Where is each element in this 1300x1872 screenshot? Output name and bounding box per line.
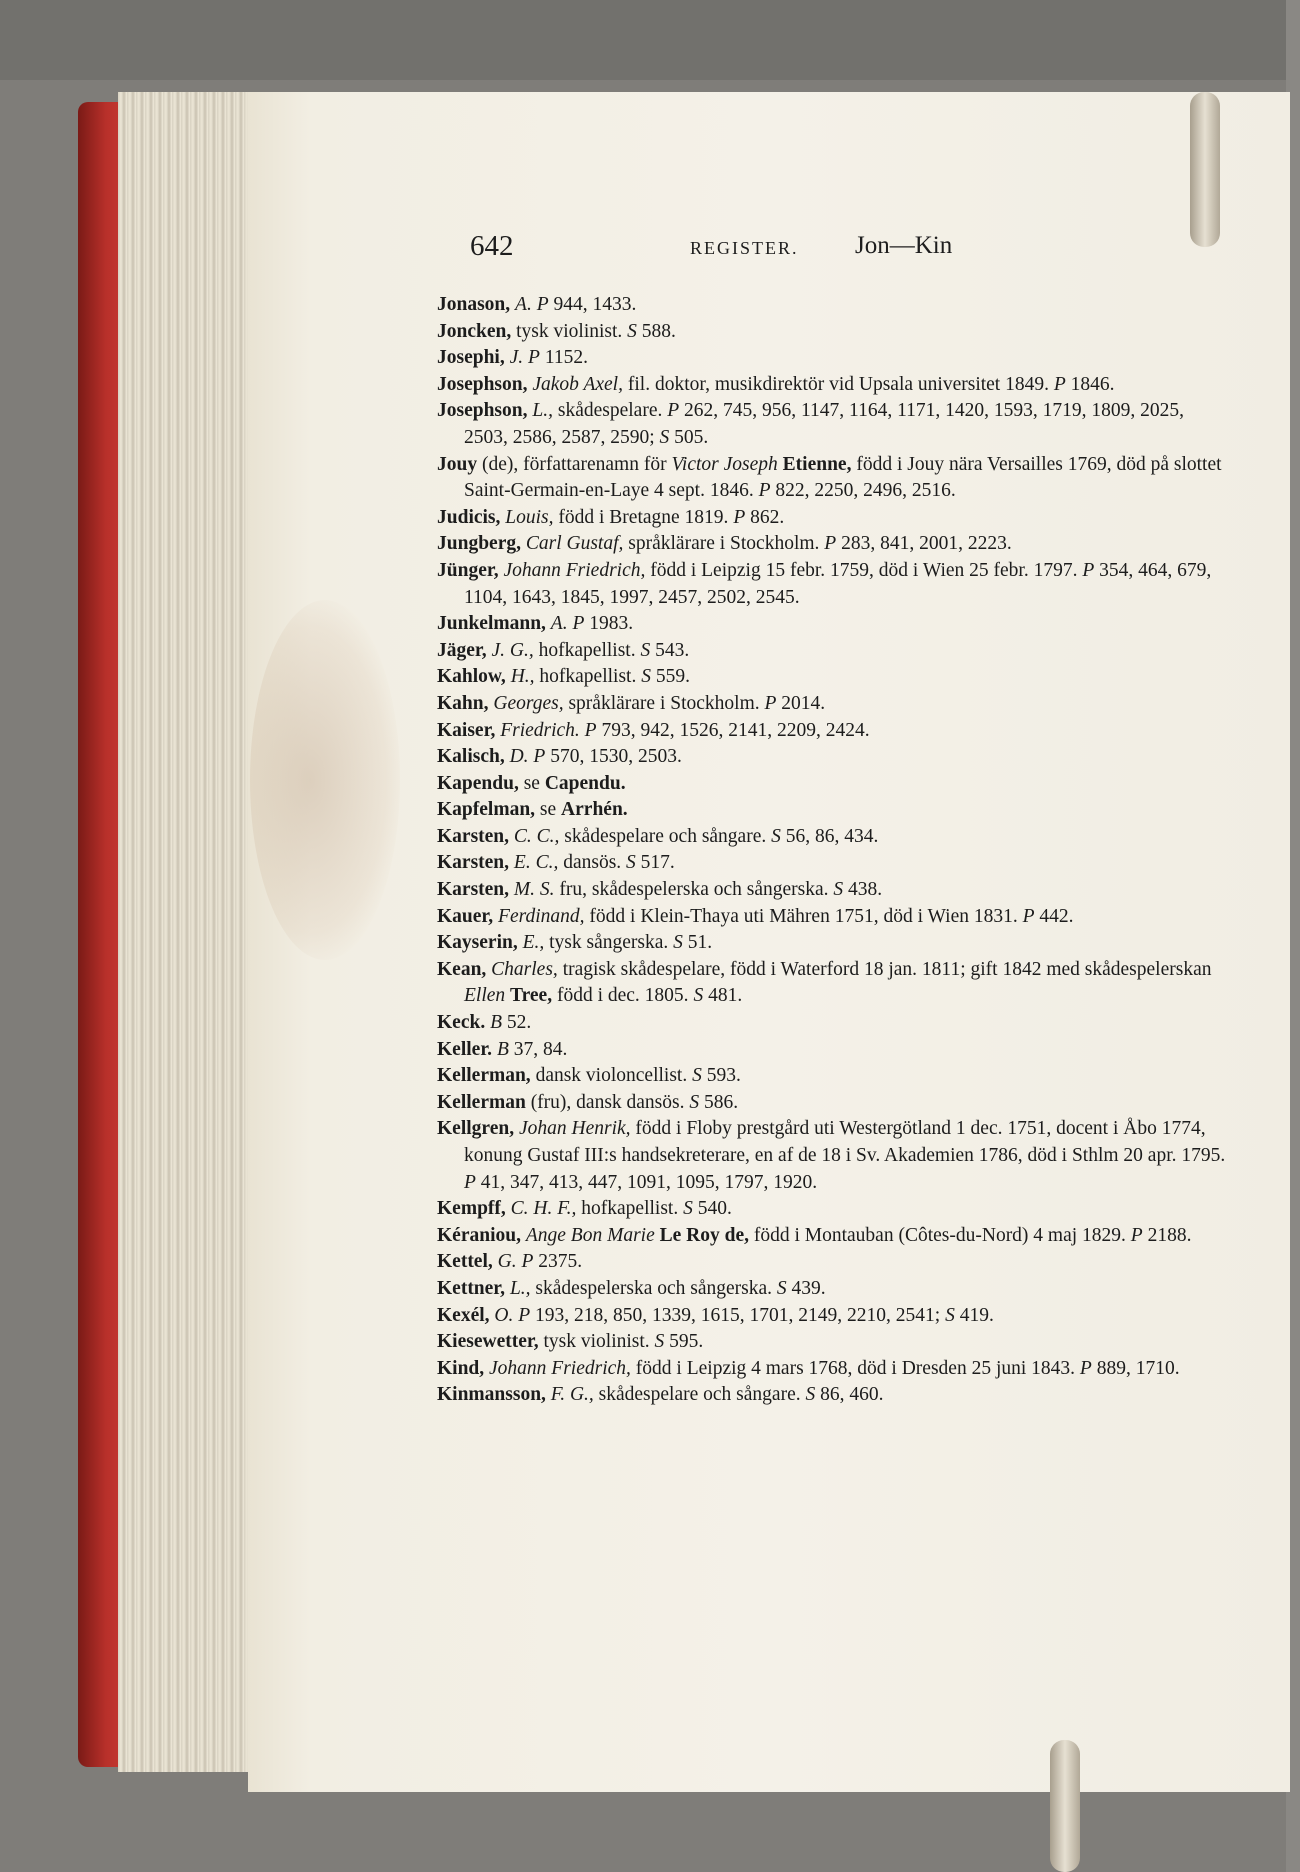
register-entry: [437, 531, 1232, 558]
entry-italic: Carl Gustaf,: [525, 533, 629, 555]
register-entry: [437, 1356, 1232, 1383]
entry-italic: J. P: [509, 347, 540, 369]
register-entries: [437, 292, 1232, 1409]
entry-italic: Johann Friedrich,: [489, 1357, 636, 1379]
entry-text: 51.: [682, 932, 713, 954]
entry-italic: S: [626, 852, 636, 874]
entry-text: se: [539, 799, 562, 821]
entry-italic: P: [758, 480, 771, 502]
entry-text: 2014.: [776, 692, 826, 714]
entry-headword: Le Roy de,: [659, 1224, 754, 1246]
register-entry: [437, 797, 1232, 824]
entry-headword: Kettel,: [437, 1251, 498, 1273]
entry-headword: Keller.: [437, 1038, 497, 1060]
entry-italic: P: [1053, 373, 1066, 395]
entry-italic: S: [776, 1277, 787, 1299]
register-entry: [437, 850, 1232, 877]
entry-italic: P: [824, 533, 837, 555]
entry-headword: Capendu.: [544, 772, 626, 794]
register-entry: [437, 718, 1232, 745]
entry-text: född i Montauban (Côtes-du-Nord) 4 maj 1829.: [753, 1224, 1131, 1246]
register-entry: [437, 824, 1232, 851]
entry-headword: Kauer,: [437, 905, 499, 927]
entry-text: 889, 1710.: [1091, 1357, 1180, 1379]
entry-italic: Friedrich. P: [500, 719, 597, 741]
entry-italic: E.,: [522, 932, 550, 954]
entry-headword: Josephi,: [437, 347, 510, 369]
entry-italic: Jakob Axel,: [532, 373, 628, 395]
entry-headword: Jungberg,: [437, 533, 526, 555]
entry-headword: Josephson,: [437, 373, 533, 395]
entry-text: tysk sångerska.: [549, 932, 674, 954]
entry-text: 570, 1530, 2503.: [545, 746, 682, 768]
entry-italic: Ellen: [464, 985, 511, 1007]
entry-italic: L.,: [532, 400, 558, 422]
entry-italic: Johann Friedrich,: [503, 559, 651, 581]
entry-text: hofkapellist.: [538, 639, 641, 661]
entry-headword: Jünger,: [437, 559, 504, 581]
entry-headword: Kempff,: [437, 1198, 511, 1220]
register-entry: [437, 398, 1232, 451]
entry-italic: S: [805, 1384, 816, 1406]
register-entry: [437, 558, 1232, 611]
entry-headword: Kalisch,: [437, 746, 510, 768]
entry-italic: P: [464, 1171, 476, 1193]
register-entry: [437, 611, 1232, 638]
entry-italic: C. H. F.,: [510, 1198, 582, 1220]
ribbon-bookmark-top: [1190, 92, 1220, 247]
entry-italic: S: [673, 932, 683, 954]
entry-text: 559.: [650, 666, 690, 688]
entry-headword: Kind,: [437, 1357, 490, 1379]
entry-text: 419.: [954, 1304, 994, 1326]
entry-text: 283, 841, 2001, 2223.: [836, 533, 1012, 555]
entry-headword: Etienne,: [782, 453, 857, 475]
entry-headword: Kiesewetter,: [437, 1331, 544, 1353]
entry-text: 1152.: [539, 347, 588, 369]
entry-text: 505.: [669, 426, 709, 448]
entry-italic: A. P: [550, 613, 585, 635]
entry-text: 354, 464, 679, 1104, 1643, 1845, 1997, 2457, 2502, 2545.: [464, 559, 1212, 608]
entry-italic: S: [771, 825, 781, 847]
entry-italic: S: [945, 1304, 955, 1326]
entry-italic: H.,: [510, 666, 540, 688]
page-number: 642: [470, 230, 514, 262]
register-entry: [437, 1382, 1232, 1409]
entry-italic: P: [1082, 559, 1095, 581]
register-entry: [437, 744, 1232, 771]
entry-text: 793, 942, 1526, 2141, 2209, 2424.: [596, 719, 870, 741]
register-entry: [437, 1090, 1232, 1117]
entry-italic: G. P: [497, 1251, 534, 1273]
register-entry: [437, 345, 1232, 372]
entry-headword: Kellgren,: [437, 1118, 519, 1140]
entry-headword: Arrhén.: [561, 799, 628, 821]
entry-headword: Joncken,: [437, 320, 517, 342]
entry-italic: S: [654, 1331, 665, 1353]
background-top: [0, 0, 1300, 80]
entry-text: 1846.: [1065, 373, 1115, 395]
entry-italic: S: [833, 879, 844, 901]
entry-text: 586.: [699, 1091, 739, 1113]
entry-headword: Keck.: [437, 1012, 491, 1034]
entry-text: dansös.: [563, 852, 627, 874]
entry-text: 193, 218, 850, 1339, 1615, 1701, 2149, 2210, 2541;: [530, 1304, 946, 1326]
entry-text: 262, 745, 956, 1147, 1164, 1171, 1420, 1593, 1719, 1809, 2025, 2503, 2586, 2587, 2590;: [464, 400, 1184, 448]
entry-text: tysk violinist.: [516, 320, 628, 342]
entry-text: skådespelare.: [557, 400, 668, 422]
entry-italic: Georges,: [493, 692, 569, 714]
entry-italic: P: [1130, 1224, 1143, 1246]
entry-italic: B: [496, 1038, 509, 1060]
entry-text: född i Leipzig 15 febr. 1759, död i Wien 25 febr. 1797.: [650, 559, 1083, 581]
entry-headword: Kahlow,: [437, 666, 511, 688]
register-entry: [437, 372, 1232, 399]
register-entry: [437, 877, 1232, 904]
entry-italic: S: [641, 666, 651, 688]
entry-headword: Jouy: [437, 453, 482, 475]
entry-text: född i Bretagne 1819.: [558, 506, 734, 528]
entry-headword: Karsten,: [437, 852, 514, 874]
entry-italic: L.,: [509, 1277, 536, 1299]
entry-headword: Kapendu,: [437, 772, 524, 794]
register-entry: [437, 1116, 1232, 1196]
register-entry: [437, 452, 1232, 505]
entry-text: 56, 86, 434.: [780, 825, 879, 847]
entry-headword: Kéraniou,: [437, 1224, 526, 1246]
entry-text: hofkapellist.: [581, 1198, 684, 1220]
register-entry: [437, 1276, 1232, 1303]
register-entry: [437, 505, 1232, 532]
register-entry: [437, 1037, 1232, 1064]
entry-text: skådespelare och sångare.: [564, 825, 772, 847]
entry-headword: Kayserin,: [437, 932, 523, 954]
entry-italic: S: [627, 320, 637, 342]
register-entry: [437, 930, 1232, 957]
entry-text: 2188.: [1142, 1224, 1192, 1246]
entry-text: 481.: [703, 985, 743, 1007]
register-entry: [437, 1329, 1232, 1356]
register-entry: [437, 292, 1232, 319]
entry-italic: Charles,: [491, 958, 563, 980]
entry-text: (fru), dansk dansös.: [530, 1091, 690, 1113]
entry-text: fil. doktor, musikdirektör vid Upsala universitet 1849.: [627, 373, 1054, 395]
ribbon-bookmark-bottom: [1050, 1740, 1080, 1872]
entry-italic: S: [693, 985, 704, 1007]
header-range: Jon—Kin: [855, 232, 953, 259]
entry-text: 944, 1433.: [548, 294, 637, 315]
running-header: [470, 230, 990, 270]
entry-text: se: [523, 772, 545, 794]
entry-text: dansk violoncellist.: [535, 1065, 693, 1087]
entry-text: 37, 84.: [508, 1038, 568, 1060]
entry-headword: Junkelmann,: [437, 613, 551, 635]
entry-italic: D. P: [509, 746, 546, 768]
entry-text: 86, 460.: [815, 1384, 884, 1406]
entry-italic: F. G.,: [550, 1384, 599, 1406]
entry-headword: Jäger,: [437, 639, 492, 661]
entry-italic: S: [692, 1065, 702, 1087]
register-entry: [437, 957, 1232, 1010]
entry-italic: J. G.,: [491, 639, 539, 661]
entry-italic: Ferdinand,: [498, 905, 590, 927]
entry-text: skådespelare och sångare.: [598, 1384, 806, 1406]
register-entry: [437, 1010, 1232, 1037]
entry-text: fru, skådespelerska och sångerska.: [559, 879, 834, 901]
entry-italic: M. S.: [513, 879, 560, 901]
entry-headword: Kinmansson,: [437, 1384, 551, 1406]
entry-text: 41, 347, 413, 447, 1091, 1095, 1797, 1920.: [475, 1171, 818, 1193]
register-entry: [437, 664, 1232, 691]
register-entry: [437, 1196, 1232, 1223]
entry-text: 1983.: [584, 613, 634, 635]
entry-text: 593.: [701, 1065, 741, 1087]
register-entry: [437, 1303, 1232, 1330]
entry-italic: Johan Henrik,: [518, 1118, 636, 1140]
header-title: REGISTER.: [690, 238, 799, 258]
water-stain: [250, 600, 400, 960]
entry-text: 543.: [650, 639, 690, 661]
entry-italic: S: [683, 1198, 693, 1220]
entry-text: 438.: [843, 879, 883, 901]
entry-headword: Karsten,: [437, 879, 514, 901]
entry-text: 442.: [1034, 905, 1074, 927]
register-entry: [437, 1223, 1232, 1250]
entry-text: 822, 2250, 2496, 2516.: [770, 480, 956, 502]
entry-headword: Kapfelman,: [437, 799, 540, 821]
entry-italic: O. P: [494, 1304, 531, 1326]
entry-text: tragisk skådespelare, född i Waterford 18 jan. 1811; gift 1842 med skådespelerskan: [562, 958, 1212, 980]
entry-text: tysk violinist.: [543, 1331, 655, 1353]
entry-italic: P: [1079, 1357, 1092, 1379]
entry-text: 517.: [635, 852, 675, 874]
register-entry: [437, 904, 1232, 931]
entry-headword: Kettner,: [437, 1277, 510, 1299]
entry-text: språklärare i Stockholm.: [568, 692, 765, 714]
entry-text: född i Klein-Thaya uti Mähren 1751, död i Wien 1831.: [589, 905, 1023, 927]
entry-italic: S: [659, 426, 670, 448]
entry-text: född i Floby prestgård uti Westergötland 1 dec. 1751, docent i Åbo 1774, konung Gustaf III:s handsekreterare, en af de 18 i Sv. Akademien 1786, död i Sthlm 20 apr. 1795.: [464, 1118, 1226, 1166]
entry-headword: Kexél,: [437, 1304, 495, 1326]
entry-text: (de), författarenamn för: [481, 453, 672, 475]
entry-italic: P: [764, 692, 777, 714]
entry-text: 595.: [664, 1331, 704, 1353]
entry-text: hofkapellist.: [539, 666, 642, 688]
entry-headword: Josephson,: [437, 400, 533, 422]
entry-text: 862.: [745, 506, 785, 528]
register-entry: [437, 1249, 1232, 1276]
entry-headword: Judicis,: [437, 506, 506, 528]
entry-text: 588.: [636, 320, 676, 342]
entry-italic: A. P: [515, 294, 549, 315]
entry-text: född i Leipzig 4 mars 1768, död i Dresden 25 juni 1843.: [635, 1357, 1080, 1379]
entry-italic: B: [490, 1012, 502, 1034]
register-entry: [437, 638, 1232, 665]
entry-text: språklärare i Stockholm.: [628, 533, 825, 555]
entry-italic: C. C.,: [513, 825, 565, 847]
entry-headword: Kean,: [437, 958, 492, 980]
entry-text: 540.: [692, 1198, 732, 1220]
entry-italic: Ange Bon Marie: [525, 1224, 660, 1246]
entry-text: skådespelerska och sångerska.: [535, 1277, 777, 1299]
entry-headword: Jonason,: [437, 294, 516, 315]
entry-headword: Kaiser,: [437, 719, 501, 741]
entry-text: 52.: [502, 1012, 532, 1034]
entry-headword: Kellerman,: [437, 1065, 536, 1087]
entry-text: född i dec. 1805.: [556, 985, 694, 1007]
entry-text: 2375.: [533, 1251, 583, 1273]
register-entry: [437, 1063, 1232, 1090]
entry-headword: Karsten,: [437, 825, 514, 847]
entry-headword: Tree,: [510, 985, 557, 1007]
entry-text: 439.: [786, 1277, 826, 1299]
entry-italic: Victor Joseph: [671, 453, 783, 475]
register-entry: [437, 771, 1232, 798]
entry-italic: P: [733, 506, 746, 528]
entry-italic: P: [667, 400, 680, 422]
entry-italic: Louis,: [505, 506, 559, 528]
entry-headword: Kellerman: [437, 1091, 531, 1113]
register-entry: [437, 319, 1232, 346]
entry-headword: Kahn,: [437, 692, 494, 714]
entry-italic: E. C.,: [513, 852, 564, 874]
entry-italic: P: [1022, 905, 1035, 927]
register-entry: [437, 691, 1232, 718]
entry-italic: S: [689, 1091, 700, 1113]
entry-italic: S: [640, 639, 651, 661]
entry-text: född i Jouy nära Versailles 1769, död på slottet Saint-Germain-en-Laye 4 sept. 1846.: [464, 453, 1222, 502]
